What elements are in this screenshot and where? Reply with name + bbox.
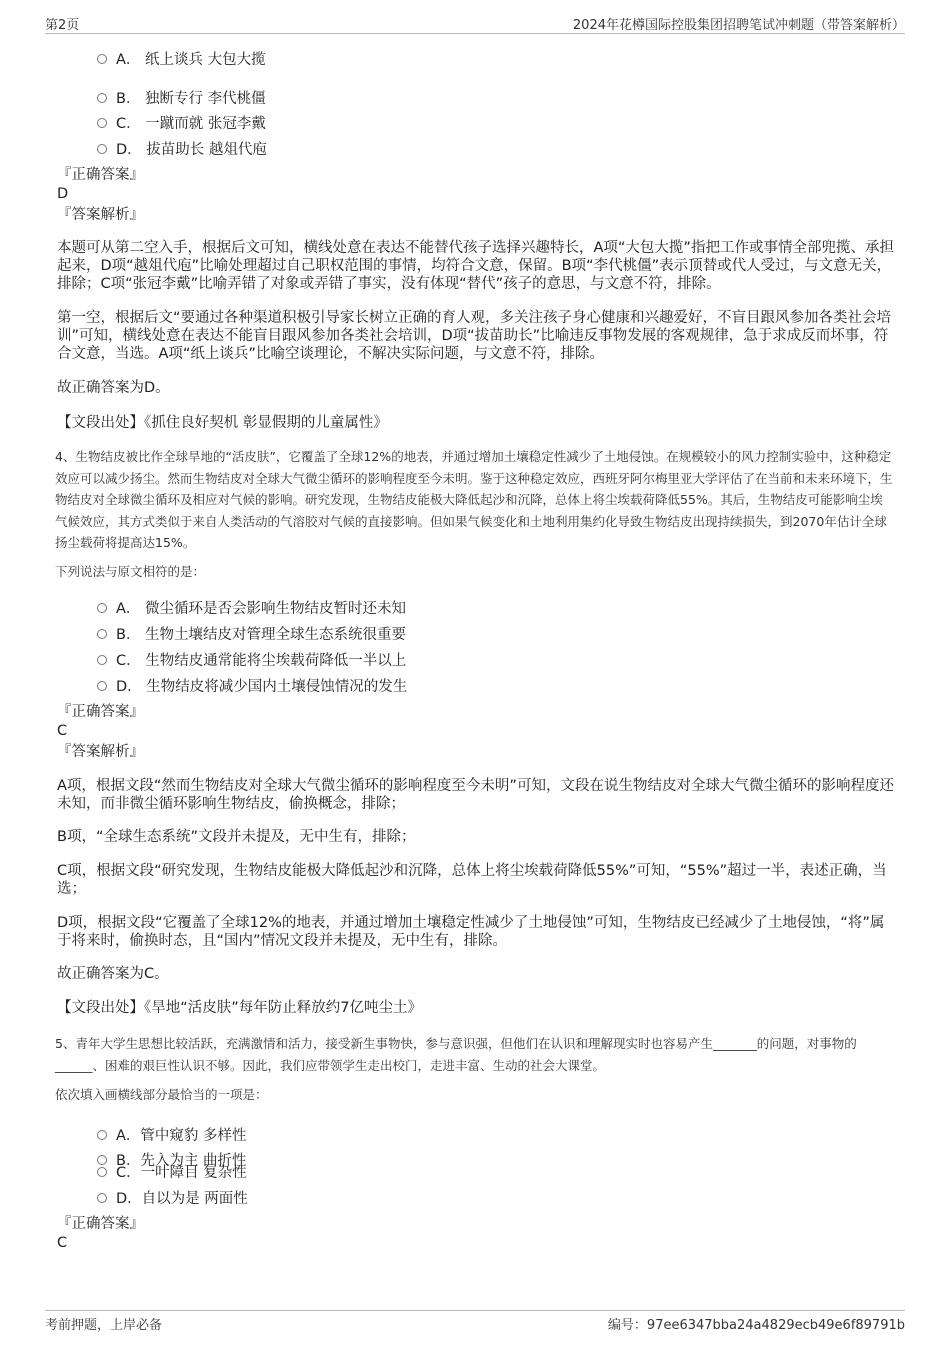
header-divider: [45, 33, 905, 34]
q4-stem: 4、生物结皮被比作全球旱地的“活皮肤”，它覆盖了全球12%的地表，并通过增加土壤稳定性减少了土地侵蚀。在规模较小的风力控制实验中，这种稳定效应可以减少扬尘。然而生物结皮对全球大气微尘循环的影响程度至今未明。鉴于这种稳定效应，西班牙阿尔梅里亚大学评估了在当前和未来环境下，生物结皮对全球微尘循环及相应对气候的影响。研究发现，生物结皮能极大降低起沙和沉降，总体上将尘埃载荷降低55%。其后，生物结皮可能影响尘埃气候效应，其方式类似于来自人类活动的气溶胶对气候的直接影响。但如果气候变化和土地利用集约化导致生物结皮出现持续损失，到2070年估计全球扬尘载荷将提高达15%。: [55, 449, 893, 550]
radio-icon[interactable]: [97, 655, 107, 665]
q3-answer: D: [57, 186, 69, 202]
q5-option-a[interactable]: A．管中窥豹 多样性: [97, 1124, 247, 1145]
q3-option-a[interactable]: A． 纸上谈兵 大包大揽: [97, 48, 266, 69]
q4-answer-label: 『正确答案』: [57, 704, 144, 720]
q3-conclusion: 故正确答案为D。: [57, 380, 170, 396]
page-number: 第2页: [45, 18, 80, 33]
radio-icon[interactable]: [97, 118, 107, 128]
q4-analysis-paragraph: C项，根据文段“研究发现，生物结皮能极大降低起沙和沉降，总体上将尘埃载荷降低55%”可知，“55%”超过一半，表述正确，当选；: [57, 863, 887, 897]
q3-analysis-paragraph: 本题可从第二空入手，根据后文可知，横线处意在表达不能替代孩子选择兴趣特长，A项“大包大揽”指把工作或事情全部兜揽、承担起来，D项“越俎代庖”比喻处理超过自己职权范围的事情，均符合文意，保留。B项“李代桃僵”表示顶替或代人受过，与文意无关，排除；C项“张冠李戴”比喻弄错了对象或弄错了事实，没有体现“替代”孩子的意思，与文意不符，排除。: [57, 240, 894, 292]
q4-analysis-paragraph: A项，根据文段“然而生物结皮对全球大气微尘循环的影响程度至今未明”可知，文段在说生物结皮对全球大气微尘循环的影响程度还未知，而非微尘循环影响生物结皮，偷换概念，排除；: [57, 778, 894, 812]
q3-answer-label: 『正确答案』: [57, 167, 144, 183]
q3-analysis-label: 『答案解析』: [57, 207, 144, 223]
q5-answer-label: 『正确答案』: [57, 1216, 144, 1232]
q4-option-a[interactable]: A． 微尘循环是否会影响生物结皮暂时还未知: [97, 597, 406, 618]
q4-answer: C: [57, 723, 68, 739]
document-id: 编号：97ee6347bba24a4829ecb49e6f89791b: [607, 1318, 905, 1333]
q3-option-b[interactable]: B． 独断专行 李代桃僵: [97, 87, 266, 108]
q3-source: 【文段出处】《抓住良好契机 彰显假期的儿童属性》: [57, 415, 388, 431]
q3-option-d[interactable]: D． 拔苗助长 越俎代庖: [97, 138, 267, 159]
radio-icon[interactable]: [97, 1167, 107, 1177]
footer-slogan: 考前押题，上岸必备: [45, 1318, 163, 1333]
q4-conclusion: 故正确答案为C。: [57, 966, 169, 982]
radio-icon[interactable]: [97, 681, 107, 691]
q4-option-c[interactable]: C． 生物结皮通常能将尘埃载荷降低一半以上: [97, 649, 406, 670]
q4-option-b[interactable]: B． 生物土壤结皮对管理全球生态系统很重要: [97, 623, 406, 644]
q5-prompt: 依次填入画横线部分最恰当的一项是：: [55, 1087, 268, 1102]
q4-prompt: 下列说法与原文相符的是：: [55, 564, 206, 579]
q5-option-b[interactable]: B．先入为主 曲折性: [97, 1149, 247, 1170]
q5-option-c[interactable]: C．一叶障目 复杂性: [97, 1161, 247, 1182]
document-title: 2024年花樽国际控股集团招聘笔试冲刺题（带答案解析）: [572, 18, 905, 33]
q5-answer: C: [57, 1235, 68, 1251]
q3-option-c[interactable]: C． 一蹴而就 张冠李戴: [97, 112, 266, 133]
q4-analysis-paragraph: B项，“全球生态系统”文段并未提及，无中生有，排除；: [57, 829, 416, 845]
radio-icon[interactable]: [97, 144, 107, 154]
q4-source: 【文段出处】《旱地“活皮肤”每年防止释放约7亿吨尘土》: [57, 1000, 422, 1016]
q4-analysis-label: 『答案解析』: [57, 744, 144, 760]
radio-icon[interactable]: [97, 54, 107, 64]
q4-option-d[interactable]: D． 生物结皮将减少国内土壤侵蚀情况的发生: [97, 675, 407, 696]
radio-icon[interactable]: [97, 603, 107, 613]
q4-analysis-paragraph: D项，根据文段“它覆盖了全球12%的地表，并通过增加土壤稳定性减少了土地侵蚀”可知，生物结皮已经减少了土地侵蚀，“将”属于将来时，偷换时态，且“国内”情况文段并未提及，无中生有，排除。: [57, 915, 885, 949]
radio-icon[interactable]: [97, 1193, 107, 1203]
radio-icon[interactable]: [97, 1130, 107, 1140]
q5-stem: 5、青年大学生思想比较活跃，充满激情和活力，接受新生事物快，参与意识强，但他们在认识和理解现实时也容易产生_______的问题，对事物的______、困难的艰巨性认识不够。因此，我们应带领学生走出校门，走进丰富、生动的社会大课堂。: [55, 1036, 857, 1073]
radio-icon[interactable]: [97, 629, 107, 639]
footer-divider: [45, 1310, 905, 1311]
radio-icon[interactable]: [97, 93, 107, 103]
q3-analysis-paragraph: 第一空，根据后文“要通过各种渠道积极引导家长树立正确的育人观，多关注孩子身心健康和兴趣爱好，不盲目跟风参加各类社会培训”可知，横线处意在表达不能盲目跟风参加各类社会培训，D项“拔苗助长”比喻违反事物发展的客观规律，急于求成反而坏事，符合文意，当选。A项“纸上谈兵”比喻空谈理论，不解决实际问题，与文意不符，排除。: [57, 310, 892, 362]
q5-option-d[interactable]: D．自以为是 两面性: [97, 1187, 248, 1208]
